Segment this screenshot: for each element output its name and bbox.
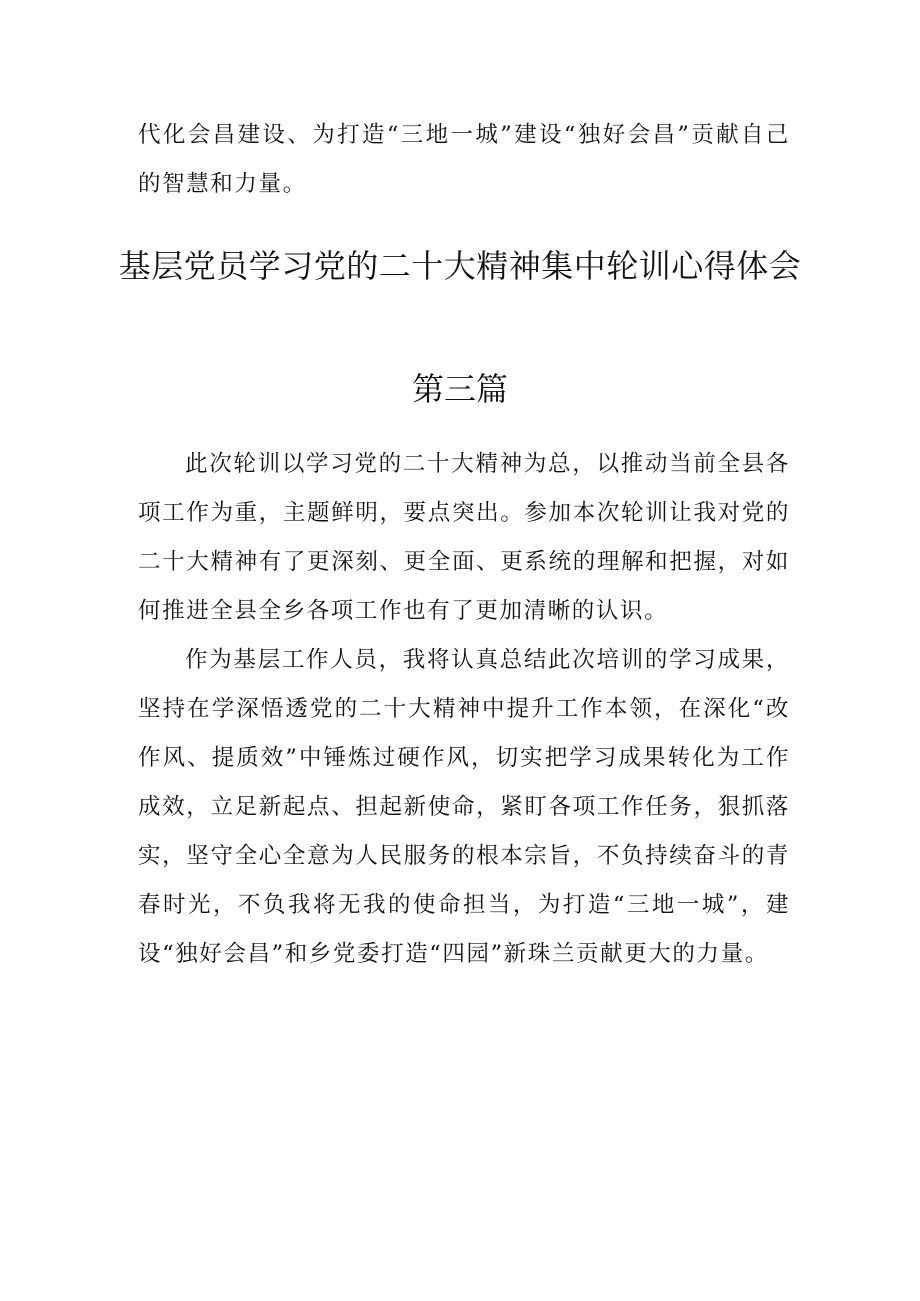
body-paragraph-2: 作为基层工作人员，我将认真总结此次培训的学习成果，坚持在学深悟透党的二十大精神中提升工作本领，在深化“改作风、提质效”中锤炼过硬作风，切实把学习成果转化为工作成效，立足新起点、担起新使命，紧盯各项工作任务，狠抓落实，坚守全心全意为人民服务的根本宗旨，不负持续奋斗的青春时光，不负我将无我的使命担当，为打造“三地一城”，建设“独好会昌”和乡党委打造“四园”新珠兰贡献更大的力量。 (138, 647, 790, 967)
document-title: 基层党员学习党的二十大精神集中轮训心得体会 (118, 247, 802, 285)
body-paragraph-1: 此次轮训以学习党的二十大精神为总，以推动当前全县各项工作为重，主题鲜明，要点突出。参加本次轮训让我对党的二十大精神有了更深刻、更全面、更系统的理解和把握，对如何推进全县全乡各项工作也有了更加清晰的认识。 (138, 451, 790, 624)
section-label: 第三篇 (411, 370, 508, 408)
intro-paragraph: 代化会昌建设、为打造“三地一城”建设“独好会昌”贡献自己的智慧和力量。 (138, 122, 790, 197)
